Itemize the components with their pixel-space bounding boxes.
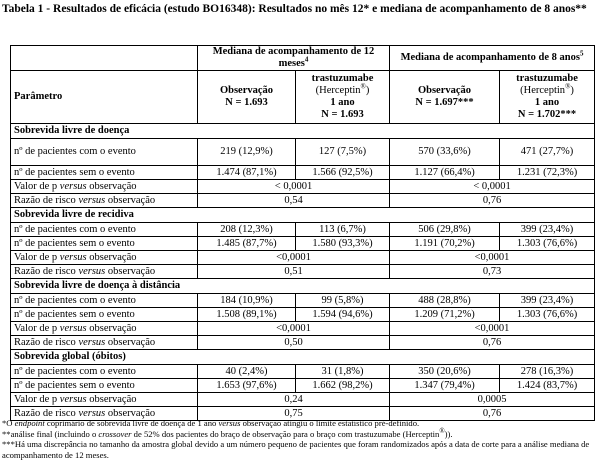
header-group-12-months: Mediana de acompanhamento de 12 meses$^4$ bbox=[198, 46, 390, 71]
hazard-ratio-12m: 0,50 bbox=[198, 336, 390, 350]
p-value-8y: < 0,0001 bbox=[390, 180, 595, 194]
row-label: nº de pacientes sem o evento bbox=[11, 308, 198, 322]
table-row bbox=[11, 139, 595, 166]
value-cell: 399 (23,4%) bbox=[500, 223, 595, 237]
section-title: Sobrevida livre de doença à distância bbox=[11, 279, 595, 294]
header-parameter: Parâmetro bbox=[11, 71, 198, 124]
value-cell: 278 (16,3%) bbox=[500, 365, 595, 379]
row-label: Valor de p versus observação bbox=[11, 393, 198, 407]
p-value-12m: <0,0001 bbox=[198, 322, 390, 336]
hazard-ratio-12m: 0,51 bbox=[198, 265, 390, 279]
header-8y-trastuzumab: trastuzumabe (Herceptin®) 1 ano N = 1.702*** bbox=[500, 71, 595, 124]
value-cell: 1.191 (70,2%) bbox=[390, 237, 500, 251]
hazard-ratio-12m: 0,75 bbox=[198, 407, 390, 421]
row-label: Valor de p versus observação bbox=[11, 322, 198, 336]
section-header-row bbox=[11, 350, 595, 365]
value-cell: 1.231 (72,3%) bbox=[500, 166, 595, 180]
row-label: Valor de p versus observação bbox=[11, 180, 198, 194]
footnote-3: ***Há uma discrepância no tamanho da amostra global devido a um número pequeno de pacientes que foram randomizados após a data de corte para a análise mediana de acompanhamento de 12 meses. bbox=[2, 439, 590, 460]
row-label: Razão de risco versus observação bbox=[11, 407, 198, 421]
table-row bbox=[11, 379, 595, 393]
hazard-ratio-12m: 0,54 bbox=[198, 194, 390, 208]
table-row bbox=[11, 365, 595, 379]
value-cell: 570 (33,6%) bbox=[390, 139, 500, 166]
row-label: Valor de p versus observação bbox=[11, 251, 198, 265]
row-label: nº de pacientes sem o evento bbox=[11, 379, 198, 393]
value-cell: 1.347 (79,4%) bbox=[390, 379, 500, 393]
table-row bbox=[11, 223, 595, 237]
header-group-8-years: Mediana de acompanhamento de 8 anos$^5$ bbox=[390, 46, 595, 71]
value-cell: 1.662 (98,2%) bbox=[296, 379, 390, 393]
row-label: Razão de risco versus observação bbox=[11, 336, 198, 350]
footnote-1: *O endpoint coprimário de sobrevida livre de doença de 1 ano versus observação atingiu o limite estatístico pré-definido. bbox=[2, 418, 420, 428]
efficacy-results-table bbox=[10, 45, 595, 421]
header-group-row bbox=[11, 46, 595, 71]
value-cell: 1.485 (87,7%) bbox=[198, 237, 296, 251]
table-row bbox=[11, 265, 595, 279]
row-label: Razão de risco versus observação bbox=[11, 265, 198, 279]
p-value-8y: 0,0005 bbox=[390, 393, 595, 407]
value-cell: 99 (5,8%) bbox=[296, 294, 390, 308]
row-label: nº de pacientes sem o evento bbox=[11, 237, 198, 251]
p-value-12m: < 0,0001 bbox=[198, 180, 390, 194]
value-cell: 127 (7,5%) bbox=[296, 139, 390, 166]
value-cell: 350 (20,6%) bbox=[390, 365, 500, 379]
section-header-row bbox=[11, 279, 595, 294]
value-cell: 31 (1,8%) bbox=[296, 365, 390, 379]
table-row bbox=[11, 166, 595, 180]
table-row bbox=[11, 237, 595, 251]
table-row bbox=[11, 336, 595, 350]
row-label: Razão de risco versus observação bbox=[11, 194, 198, 208]
value-cell: 1.127 (66,4%) bbox=[390, 166, 500, 180]
value-cell: 113 (6,7%) bbox=[296, 223, 390, 237]
hazard-ratio-8y: 0,76 bbox=[390, 336, 595, 350]
value-cell: 1.594 (94,6%) bbox=[296, 308, 390, 322]
footnote-2: **análise final (incluindo o crossover de 52% dos pacientes do braço de observação para o braço com trastuzumabe (Herceptin®)). bbox=[2, 426, 453, 439]
row-label: nº de pacientes sem o evento bbox=[11, 166, 198, 180]
value-cell: 471 (27,7%) bbox=[500, 139, 595, 166]
value-cell: 1.424 (83,7%) bbox=[500, 379, 595, 393]
table-row bbox=[11, 251, 595, 265]
table-row bbox=[11, 308, 595, 322]
value-cell: 488 (28,8%) bbox=[390, 294, 500, 308]
row-label: nº de pacientes com o evento bbox=[11, 223, 198, 237]
table-row bbox=[11, 294, 595, 308]
header-empty-cell bbox=[11, 46, 198, 71]
row-label: nº de pacientes com o evento bbox=[11, 365, 198, 379]
value-cell: 506 (29,8%) bbox=[390, 223, 500, 237]
table-row bbox=[11, 393, 595, 407]
value-cell: 184 (10,9%) bbox=[198, 294, 296, 308]
p-value-8y: <0,0001 bbox=[390, 322, 595, 336]
table-row bbox=[11, 322, 595, 336]
value-cell: 1.508 (89,1%) bbox=[198, 308, 296, 322]
value-cell: 208 (12,3%) bbox=[198, 223, 296, 237]
value-cell: 1.580 (93,3%) bbox=[296, 237, 390, 251]
hazard-ratio-8y: 0,76 bbox=[390, 194, 595, 208]
table-row bbox=[11, 194, 595, 208]
p-value-12m: 0,24 bbox=[198, 393, 390, 407]
table-title: Tabela 1 - Resultados de eficácia (estudo BO16348): Resultados no mês 12* e mediana de acompanhamento de 8 anos** bbox=[2, 3, 587, 15]
value-cell: 399 (23,4%) bbox=[500, 294, 595, 308]
value-cell: 1.303 (76,6%) bbox=[500, 237, 595, 251]
section-header-row bbox=[11, 208, 595, 223]
value-cell: 1.566 (92,5%) bbox=[296, 166, 390, 180]
footnotes bbox=[2, 418, 598, 460]
section-header-row bbox=[11, 124, 595, 139]
table-row bbox=[11, 180, 595, 194]
header-12m-observation: Observação N = 1.693 bbox=[198, 71, 296, 124]
section-title: Sobrevida global (óbitos) bbox=[11, 350, 595, 365]
value-cell: 40 (2,4%) bbox=[198, 365, 296, 379]
value-cell: 1.303 (76,6%) bbox=[500, 308, 595, 322]
header-8y-observation: Observação N = 1.697*** bbox=[390, 71, 500, 124]
header-column-row bbox=[11, 71, 595, 124]
p-value-12m: <0,0001 bbox=[198, 251, 390, 265]
header-12m-trastuzumab: trastuzumabe (Herceptin®) 1 ano N = 1.693 bbox=[296, 71, 390, 124]
row-label: nº de pacientes com o evento bbox=[11, 139, 198, 166]
hazard-ratio-8y: 0,73 bbox=[390, 265, 595, 279]
section-title: Sobrevida livre de doença bbox=[11, 124, 595, 139]
section-title: Sobrevida livre de recidiva bbox=[11, 208, 595, 223]
p-value-8y: <0,0001 bbox=[390, 251, 595, 265]
hazard-ratio-8y: 0,76 bbox=[390, 407, 595, 421]
value-cell: 1.653 (97,6%) bbox=[198, 379, 296, 393]
value-cell: 1.209 (71,2%) bbox=[390, 308, 500, 322]
row-label: nº de pacientes com o evento bbox=[11, 294, 198, 308]
value-cell: 1.474 (87,1%) bbox=[198, 166, 296, 180]
value-cell: 219 (12,9%) bbox=[198, 139, 296, 166]
